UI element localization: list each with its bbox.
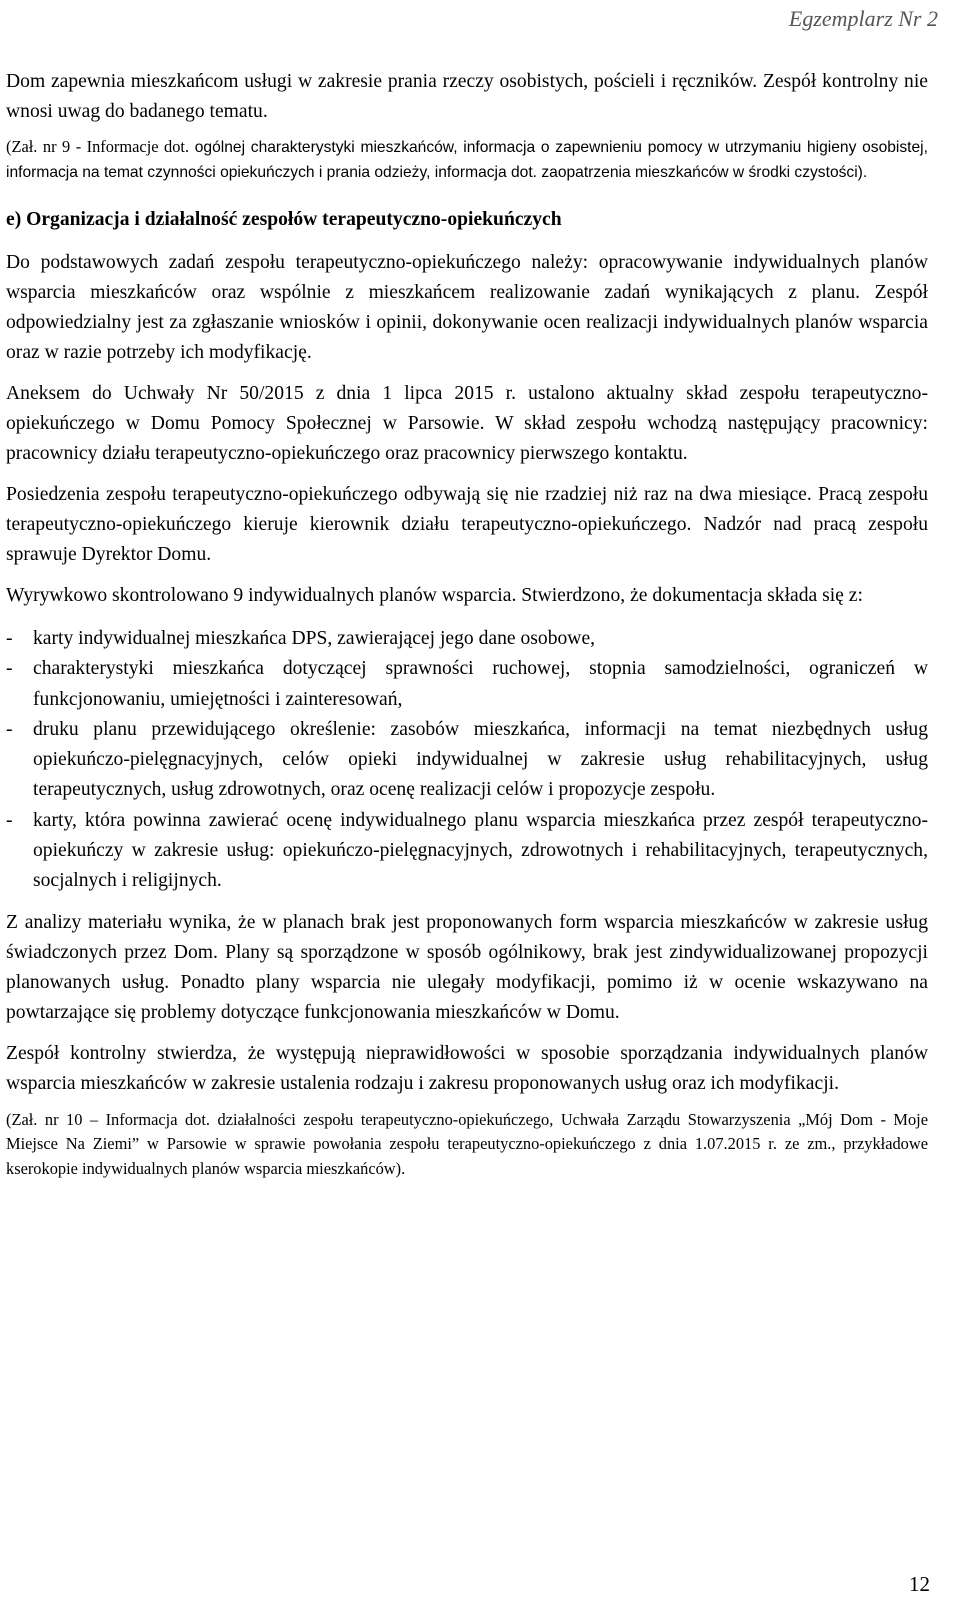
- paragraph-sample-check: Wyrywkowo skontrolowano 9 indywidualnych planów wsparcia. Stwierdzono, że dokumentacja składa się z:: [6, 585, 863, 606]
- documentation-list: [6, 624, 928, 897]
- paragraph-team-composition: Aneksem do Uchwały Nr 50/2015 z dnia 1 lipca 2015 r. ustalono aktualny skład zespołu terapeutyczno-opiekuńczego w Domu Pomocy Społecznej w Parsowie. W skład zespołu wchodzą następujący pracownicy: pracownicy działu terapeutyczno-opiekuńczego oraz pracownicy pierwszego kontaktu.: [6, 383, 928, 464]
- paragraph-findings: Zespół kontrolny stwierdza, że występują nieprawidłowości w sposobie sporządzania indywidualnych planów wsparcia mieszkańców w zakresie ustalenia rodzaju i zakresu proponowanych usług oraz ich modyfikacji.: [6, 1042, 928, 1094]
- attachment-note-9-text: ogólnej charakterystyki mieszkańców, informacja o zapewnieniu pomocy w utrzymaniu higieny osobistej, informacja na temat czynności opiekuńczych i prania odzieży, informacja dot. zaopatrzenia mieszkańców w środki czystości).: [6, 139, 928, 181]
- page-number: 12: [909, 1572, 930, 1596]
- list-item-text: charakterystyki mieszkańca dotyczącej sprawności ruchowej, stopnia samodzielności, ograniczeń w funkcjonowaniu, umiejętności i zainteresowań,: [33, 658, 928, 710]
- paragraph-laundry: Dom zapewnia mieszkańcom usługi w zakresie prania rzeczy osobistych, pościeli i ręczników. Zespół kontrolny nie wnosi uwag do badanego tematu.: [6, 71, 928, 122]
- list-item-text: karty indywidualnej mieszkańca DPS, zawierającej jego dane osobowe,: [33, 628, 596, 649]
- list-item: [6, 715, 928, 806]
- section-heading: e) Organizacja i działalność zespołów terapeutyczno-opiekuńczych: [6, 209, 562, 230]
- list-item: [6, 654, 928, 715]
- list-dash: -: [6, 628, 13, 649]
- paragraph-analysis: Z analizy materiału wynika, że w planach brak jest proponowanych form wsparcia mieszkańców w zakresie usług świadczonych przez Dom. Plany są sporządzone w sposób ogólnikowy, brak jest zindywidualizowanej propozycji planowanych usług. Ponadto plany wsparcia nie ulegały modyfikacji, pomimo iż w ocenie wskazywano na powtarzające się problemy dotyczące funkcjonowania mieszkańców w Domu.: [6, 911, 928, 1023]
- list-item-text: druku planu przewidującego określenie: zasobów mieszkańca, informacji na temat niezbędnych usług opiekuńczo-pielęgnacyjnych, celów opieki indywidualnej w zakresie usług rehabilitacyjnych, usług terapeutycznych, usług zdrowotnych, oraz ocenę realizacji celów i propozycje zespołu.: [33, 718, 928, 801]
- list-dash: -: [6, 658, 13, 680]
- document-body: [6, 67, 928, 1181]
- list-dash: -: [6, 718, 13, 740]
- copy-label: Egzemplarz Nr 2: [788, 6, 938, 31]
- attachment-note-9: [6, 135, 928, 184]
- list-item: [6, 624, 928, 654]
- paragraph-team-meetings: Posiedzenia zespołu terapeutyczno-opiekuńczego odbywają się nie rzadziej niż raz na dwa miesiące. Pracą zespołu terapeutyczno-opiekuńczego kieruje kierownik działu terapeutyczno-opiekuńczego. Nadzór nad pracą zespołu sprawuje Dyrektor Domu.: [6, 484, 928, 565]
- attachment-note-10: (Zał. nr 10 – Informacja dot. działalności zespołu terapeutyczno-opiekuńczego, Uchwała Zarządu Stowarzyszenia „Mój Dom - Moje Miejsce Na Ziemi” w Parsowie w sprawie powołania zespołu terapeutyczno-opiekuńczego z dnia 1.07.2015 r. ze zm., przykładowe kserokopie indywidualnych planów wsparcia mieszkańców).: [6, 1109, 928, 1178]
- attachment-note-9-prefix: (Zał. nr 9 - Informacje dot.: [6, 137, 190, 156]
- list-item: [6, 806, 928, 897]
- paragraph-team-tasks: Do podstawowych zadań zespołu terapeutyczno-opiekuńczego należy: opracowywanie indywidualnych planów wsparcia mieszkańców oraz wspólnie z mieszkańcem realizowanie zadań wynikających z planu. Zespół odpowiedzialny jest za zgłaszanie wniosków i opinii, dokonywanie ocen realizacji indywidualnych planów wsparcia oraz w razie potrzeby ich modyfikację.: [6, 252, 928, 363]
- list-dash: -: [6, 809, 13, 831]
- list-item-text: karty, która powinna zawierać ocenę indywidualnego planu wsparcia mieszkańca przez zespół terapeutyczno-opiekuńczy w zakresie usług: opiekuńczo-pielęgnacyjnych, zdrowotnych i rehabilitacyjnych, terapeutycznych, socjalnych i religijnych.: [33, 809, 928, 892]
